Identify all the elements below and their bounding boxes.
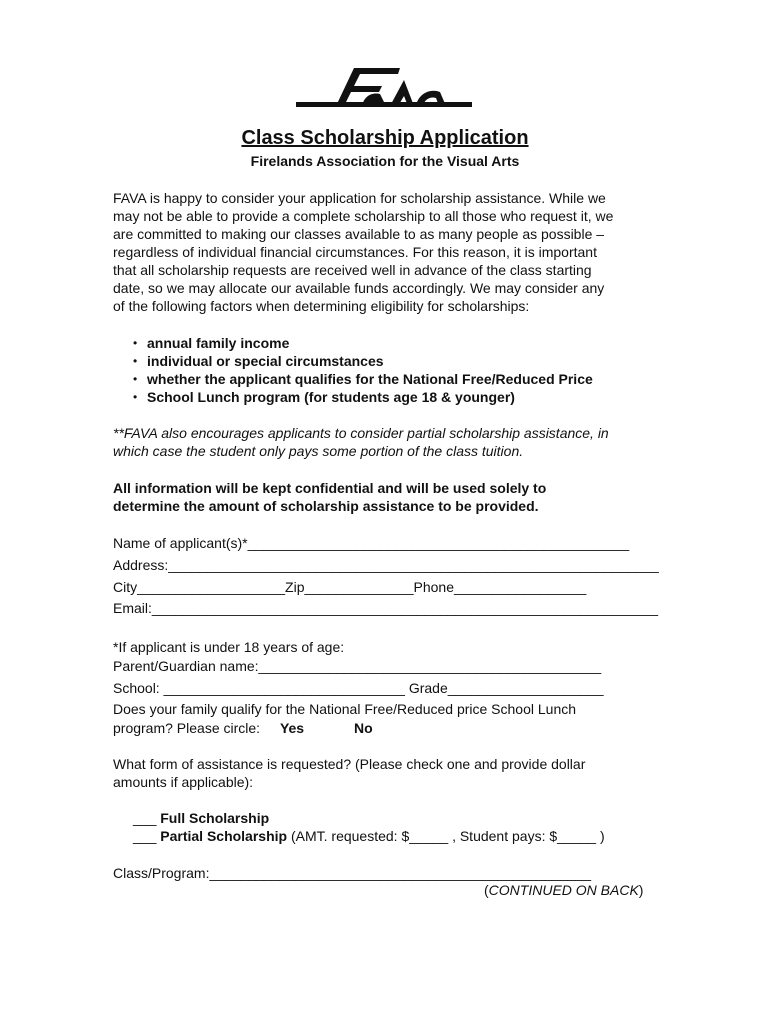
lunch-prompt: program? Please circle: bbox=[113, 720, 261, 736]
list-item-continuation bbox=[131, 388, 651, 406]
intro-line: date, so we may allocate our available funds accordingly. We may consider any bbox=[113, 280, 605, 296]
intro-line: FAVA is happy to consider your application for scholarship assistance. While we bbox=[113, 190, 606, 206]
applicant-name-field[interactable]: Name of applicant(s)*_________________________________________________ bbox=[113, 535, 630, 551]
full-scholarship-label: Full Scholarship bbox=[160, 810, 270, 826]
list-item: • individual or special circumstances bbox=[131, 352, 651, 370]
confidential-line: All information will be kept confidential and will be used solely to bbox=[113, 480, 547, 496]
confidentiality-statement bbox=[113, 479, 658, 515]
page-title: Class Scholarship Application bbox=[241, 127, 529, 149]
school-grade-fields[interactable]: School: _______________________________ Grade____________________ bbox=[113, 680, 604, 696]
email-field[interactable]: Email:_________________________________________________________________ bbox=[113, 600, 658, 616]
partial-scholarship-checkbox[interactable]: ___ bbox=[133, 828, 161, 844]
eligibility-factors-list bbox=[131, 334, 651, 406]
intro-line: may not be able to provide a complete scholarship to all those who request it, we bbox=[113, 208, 614, 224]
organization-name: Firelands Association for the Visual Arts bbox=[250, 153, 520, 169]
note-line: which case the student only pays some portion of the class tuition. bbox=[113, 443, 524, 459]
no-option[interactable]: No bbox=[353, 720, 373, 736]
intro-line: of the following factors when determining eligibility for scholarships: bbox=[113, 298, 530, 314]
city-zip-phone-fields[interactable]: City___________________Zip______________Phone_________________ bbox=[113, 579, 587, 595]
assistance-question-line: amounts if applicable): bbox=[113, 774, 254, 790]
continued-paren-close: ) bbox=[638, 882, 644, 898]
partial-scholarship-label: Partial Scholarship bbox=[160, 828, 288, 844]
continued-paren-open: ( bbox=[484, 882, 489, 898]
partial-scholarship-note bbox=[113, 424, 658, 460]
minor-section-header: *If applicant is under 18 years of age: bbox=[113, 639, 345, 655]
yes-option[interactable]: Yes bbox=[279, 720, 305, 736]
lunch-answer-row bbox=[113, 719, 373, 737]
fava-logo bbox=[296, 58, 472, 124]
assistance-question-line: What form of assistance is requested? (Please check one and provide dollar bbox=[113, 756, 586, 772]
intro-line: that all scholarship requests are received well in advance of the class starting bbox=[113, 262, 592, 278]
continued-text: CONTINUED ON BACK bbox=[488, 882, 639, 898]
intro-line: are committed to making our classes available to as many people as possible – bbox=[113, 226, 605, 242]
list-item: • annual family income bbox=[131, 334, 651, 352]
continued-on-back bbox=[484, 881, 643, 899]
partial-amount-fields[interactable]: (AMT. requested: $_____ , Student pays: $_____ ) bbox=[287, 828, 605, 844]
list-item: • whether the applicant qualifies for the National Free/Reduced Price bbox=[131, 370, 651, 388]
list-item-continuation-text: School Lunch program (for students age 18 & younger) bbox=[147, 389, 515, 405]
guardian-name-field[interactable]: Parent/Guardian name:____________________________________________ bbox=[113, 658, 602, 674]
full-scholarship-option[interactable] bbox=[133, 809, 269, 827]
intro-paragraph bbox=[113, 189, 658, 315]
lunch-question: Does your family qualify for the National Free/Reduced price School Lunch bbox=[113, 701, 577, 717]
full-scholarship-checkbox[interactable]: ___ bbox=[133, 810, 161, 826]
partial-scholarship-option[interactable] bbox=[133, 827, 605, 845]
intro-line: regardless of individual financial circumstances. For this reason, it is important bbox=[113, 244, 597, 260]
class-program-field[interactable]: Class/Program:_________________________________________________ bbox=[113, 865, 591, 881]
note-line: **FAVA also encourages applicants to consider partial scholarship assistance, in bbox=[113, 425, 609, 441]
confidential-line: determine the amount of scholarship assistance to be provided. bbox=[113, 498, 539, 514]
address-field[interactable]: Address:_______________________________________________________________ bbox=[113, 557, 659, 573]
